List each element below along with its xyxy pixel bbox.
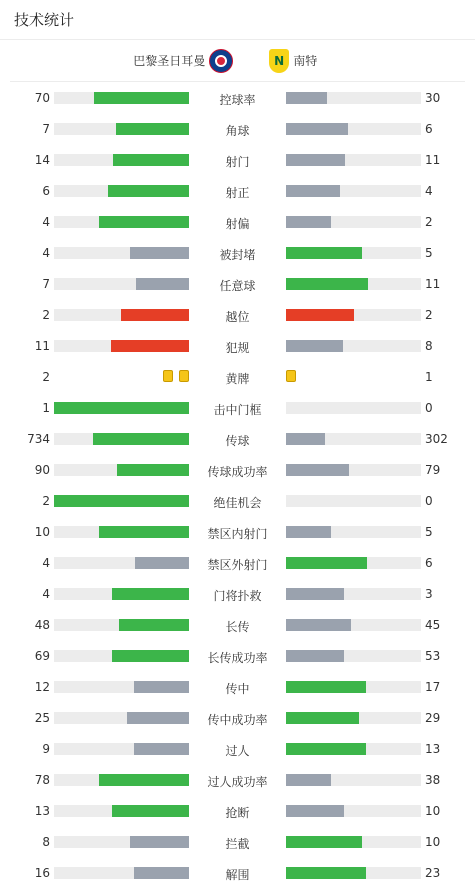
home-stat-bar: [54, 588, 189, 600]
stat-label: 射偏: [225, 217, 250, 231]
away-stat-bar: [286, 588, 421, 600]
home-stat-value: 4: [42, 215, 50, 229]
away-stat-value: 5: [425, 525, 433, 539]
away-stat-bar-fill: [286, 557, 367, 569]
home-stat-bar: [54, 247, 189, 259]
home-stat-value: 11: [34, 339, 50, 353]
home-stat-bar-fill: [54, 495, 189, 507]
stat-row: [0, 144, 475, 175]
away-stat-bar: [286, 216, 421, 228]
stat-label: 长传成功率: [207, 651, 268, 665]
away-stat-bar: [286, 92, 421, 104]
away-stat-bar: [286, 309, 421, 321]
home-stat-bar-fill: [99, 526, 189, 538]
home-stat-value: 8: [42, 835, 50, 849]
stat-row: [0, 82, 475, 113]
home-stat-value: 4: [42, 246, 50, 260]
stat-label: 传中成功率: [207, 713, 268, 727]
away-stat-value: 2: [425, 308, 433, 322]
yellow-card-icon: [286, 370, 296, 382]
home-stat-value: 78: [34, 773, 50, 787]
home-stat-bar-fill: [136, 278, 189, 290]
home-stat-bar-fill: [135, 557, 189, 569]
home-stat-bar-fill: [113, 154, 189, 166]
away-stat-bar: [286, 805, 421, 817]
away-stat-bar: [286, 247, 421, 259]
away-stat-bar-fill: [286, 743, 366, 755]
home-stat-bar-fill: [134, 867, 189, 879]
home-stat-bar: [54, 805, 189, 817]
stat-label: 长传: [225, 620, 250, 634]
away-stat-bar: [286, 557, 421, 569]
away-stat-value: 6: [425, 556, 433, 570]
away-stat-value: 0: [425, 494, 433, 508]
stat-row: [0, 237, 475, 268]
stat-label: 门将扑救: [213, 589, 262, 603]
away-stat-value: 2: [425, 215, 433, 229]
home-stat-bar: [54, 464, 189, 476]
stat-row: [0, 423, 475, 454]
home-stat-bar: [54, 123, 189, 135]
home-stat-bar-fill: [112, 650, 189, 662]
home-stat-bar: [54, 278, 189, 290]
stat-label: 解围: [225, 868, 250, 882]
away-stat-bar: [286, 185, 421, 197]
home-stat-value: 6: [42, 184, 50, 198]
away-stat-bar-fill: [286, 526, 331, 538]
away-stat-bar-fill: [286, 774, 331, 786]
home-stat-bar: [54, 743, 189, 755]
away-stat-value: 11: [425, 277, 441, 291]
away-stat-bar: [286, 495, 421, 507]
away-stat-bar-fill: [286, 309, 354, 321]
stat-label: 越位: [225, 310, 250, 324]
home-stat-bar: [54, 526, 189, 538]
away-team[interactable]: [233, 49, 465, 73]
stat-row: [0, 113, 475, 144]
away-stat-bar-fill: [286, 867, 366, 879]
stat-row: [0, 268, 475, 299]
stat-row: [0, 578, 475, 609]
home-stat-bar-fill: [99, 216, 189, 228]
home-stat-bar-fill: [130, 247, 189, 259]
home-stat-value: 12: [34, 680, 50, 694]
away-stat-bar-fill: [286, 216, 331, 228]
home-stat-bar-fill: [94, 92, 189, 104]
home-stat-bar: [54, 774, 189, 786]
home-stat-bar-fill: [108, 185, 189, 197]
stat-label: 角球: [225, 124, 250, 138]
away-stat-bar-fill: [286, 712, 359, 724]
home-stat-bar-fill: [111, 340, 189, 352]
away-stat-value: 10: [425, 835, 441, 849]
away-stat-value: 302: [425, 432, 448, 446]
stat-label: 传球成功率: [207, 465, 268, 479]
home-stat-bar-fill: [116, 123, 189, 135]
page-title: 技术统计: [14, 11, 75, 29]
stat-label: 射门: [225, 155, 250, 169]
away-stat-value: 29: [425, 711, 441, 725]
away-stat-bar: [286, 154, 421, 166]
home-stat-bar: [54, 154, 189, 166]
away-stat-bar: [286, 433, 421, 445]
away-stat-bar-fill: [286, 340, 343, 352]
away-stat-bar: [286, 123, 421, 135]
home-stat-bar-fill: [134, 681, 189, 693]
psg-crest-icon: [209, 49, 233, 73]
stat-label: 禁区外射门: [207, 558, 268, 572]
home-stat-bar: [54, 92, 189, 104]
home-stat-bar-fill: [99, 774, 189, 786]
away-stat-value: 6: [425, 122, 433, 136]
home-team[interactable]: [10, 49, 233, 73]
away-stat-value: 38: [425, 773, 441, 787]
home-team-name: 巴黎圣日耳曼: [133, 54, 206, 68]
home-stat-value: 2: [42, 308, 50, 322]
home-stat-bar: [54, 712, 189, 724]
stat-row: [0, 485, 475, 516]
home-stat-value: 734: [27, 432, 50, 446]
away-stat-value: 17: [425, 680, 441, 694]
away-stat-bar: [286, 774, 421, 786]
stat-label: 射正: [225, 186, 250, 200]
stat-label: 黄牌: [225, 372, 250, 386]
home-stat-value: 16: [34, 866, 50, 880]
stat-row: [0, 516, 475, 547]
away-stat-value: 3: [425, 587, 433, 601]
stat-label: 控球率: [219, 93, 256, 107]
away-stat-bar-fill: [286, 154, 345, 166]
stat-row: [0, 454, 475, 485]
home-stat-value: 4: [42, 556, 50, 570]
away-stat-bar: [286, 836, 421, 848]
home-stat-bar-fill: [119, 619, 189, 631]
away-stat-value: 53: [425, 649, 441, 663]
stat-row: [0, 609, 475, 640]
away-stat-bar: [286, 712, 421, 724]
home-stat-value: 2: [42, 370, 50, 384]
home-stat-bar: [54, 185, 189, 197]
stat-row: [0, 640, 475, 671]
home-stat-value: 7: [42, 277, 50, 291]
home-stat-value: 70: [34, 91, 50, 105]
away-stat-value: 5: [425, 246, 433, 260]
yellow-card-icon: [163, 370, 173, 382]
stat-row: [0, 299, 475, 330]
away-stat-value: 10: [425, 804, 441, 818]
away-stat-value: 0: [425, 401, 433, 415]
away-stat-bar-fill: [286, 836, 362, 848]
nantes-crest-icon: N: [269, 49, 289, 73]
home-stat-bar: [54, 681, 189, 693]
stat-row: [0, 764, 475, 795]
away-stat-bar: [286, 681, 421, 693]
away-stat-bar: [286, 526, 421, 538]
stat-label: 传球: [225, 434, 250, 448]
home-stat-value: 1: [42, 401, 50, 415]
stat-row: [0, 547, 475, 578]
home-stat-value: 14: [34, 153, 50, 167]
home-stat-bar-fill: [117, 464, 189, 476]
stat-row: [0, 175, 475, 206]
away-stat-value: 30: [425, 91, 441, 105]
stat-label: 犯规: [225, 341, 250, 355]
stat-row: [0, 795, 475, 826]
away-stat-value: 45: [425, 618, 441, 632]
home-stat-bar: [54, 619, 189, 631]
stat-label: 禁区内射门: [207, 527, 268, 541]
away-stat-bar: [286, 464, 421, 476]
stat-row: [0, 330, 475, 361]
yellow-card-icon: [179, 370, 189, 382]
away-team-name: 南特: [293, 54, 318, 68]
home-stat-bar-fill: [121, 309, 189, 321]
away-stat-bar: [286, 278, 421, 290]
home-stat-bar: [54, 557, 189, 569]
home-stat-bar: [54, 433, 189, 445]
home-stat-bar: [54, 309, 189, 321]
away-stat-bar-fill: [286, 805, 344, 817]
home-stat-bar-fill: [112, 805, 189, 817]
home-stat-bar: [54, 867, 189, 879]
stat-row: [0, 702, 475, 733]
away-stat-bar-fill: [286, 123, 348, 135]
away-stat-bar: [286, 402, 421, 414]
away-stat-bar: [286, 340, 421, 352]
home-stat-bar: [54, 340, 189, 352]
away-stat-value: 1: [425, 370, 433, 384]
stat-label: 传中: [225, 682, 250, 696]
home-stat-bar: [54, 216, 189, 228]
away-stat-bar-fill: [286, 247, 362, 259]
stat-label: 抢断: [225, 806, 250, 820]
home-stat-value: 69: [34, 649, 50, 663]
home-stat-bar-fill: [134, 743, 189, 755]
home-stat-value: 25: [34, 711, 50, 725]
stat-label: 过人成功率: [207, 775, 268, 789]
home-stat-bar: [54, 836, 189, 848]
away-stat-bar-fill: [286, 433, 325, 445]
home-stat-value: 9: [42, 742, 50, 756]
header: [0, 0, 475, 40]
stat-row: [0, 733, 475, 764]
away-stat-bar-fill: [286, 185, 340, 197]
away-stat-bar: [286, 619, 421, 631]
away-stat-bar-fill: [286, 464, 349, 476]
stat-label: 绝佳机会: [213, 496, 262, 510]
away-stat-value: 23: [425, 866, 441, 880]
home-stat-bar-fill: [54, 402, 189, 414]
away-stat-value: 79: [425, 463, 441, 477]
home-stat-bar-fill: [127, 712, 189, 724]
home-stat-bar-fill: [130, 836, 189, 848]
home-stat-value: 48: [34, 618, 50, 632]
stat-label: 过人: [225, 744, 250, 758]
stat-row: [0, 671, 475, 702]
home-stat-value: 7: [42, 122, 50, 136]
teams-header: [10, 40, 465, 82]
stat-row: [0, 392, 475, 423]
away-stat-bar: [286, 743, 421, 755]
home-stat-bar: [54, 650, 189, 662]
away-stat-bar-fill: [286, 619, 351, 631]
away-stat-bar: [286, 650, 421, 662]
away-stat-value: 11: [425, 153, 441, 167]
away-stat-value: 8: [425, 339, 433, 353]
stat-label: 击中门框: [213, 403, 262, 417]
away-stat-bar-fill: [286, 92, 327, 104]
away-stat-value: 13: [425, 742, 441, 756]
away-stat-bar-fill: [286, 588, 344, 600]
stat-label: 任意球: [219, 279, 256, 293]
away-stat-bar-fill: [286, 278, 368, 290]
home-stat-value: 4: [42, 587, 50, 601]
stat-label: 拦截: [225, 837, 250, 851]
home-stat-value: 90: [34, 463, 50, 477]
home-stat-bar-fill: [93, 433, 189, 445]
home-stat-value: 2: [42, 494, 50, 508]
stat-row: [0, 826, 475, 857]
stat-row: [0, 361, 475, 392]
stat-label: 被封堵: [219, 248, 256, 262]
stat-row: [0, 206, 475, 237]
stat-row: [0, 857, 475, 888]
home-stat-value: 10: [34, 525, 50, 539]
home-stat-bar: [54, 402, 189, 414]
away-stat-bar: [286, 867, 421, 879]
home-stat-bar: [54, 495, 189, 507]
away-stat-bar-fill: [286, 650, 344, 662]
away-stat-bar-fill: [286, 681, 366, 693]
home-stat-bar-fill: [112, 588, 189, 600]
home-stat-value: 13: [34, 804, 50, 818]
away-stat-value: 4: [425, 184, 433, 198]
